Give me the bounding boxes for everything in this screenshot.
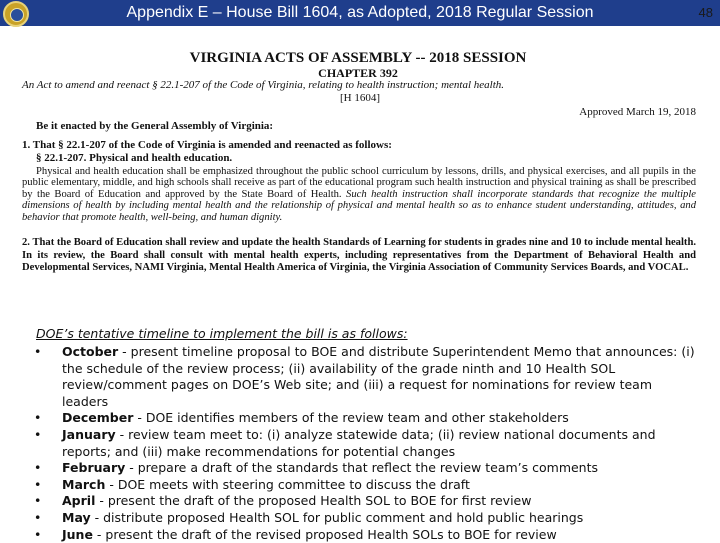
bullet-icon <box>34 460 41 477</box>
list-item <box>36 460 696 477</box>
bullet-icon <box>34 344 41 361</box>
bullet-icon <box>34 410 41 427</box>
slide-title: Appendix E – House Bill 1604, as Adopted, 2018 Regular Session <box>126 4 594 21</box>
list-item <box>36 410 696 427</box>
list-item <box>36 510 696 527</box>
act-section-2: 2. That the Board of Education shall review and update the health Standards of Learning for students in grades nine and 10 to include mental health. In its review, the Board shall consult with mental health experts, including representatives from the Department of Behavioral Health and Developmental Services, NAMI Virginia, Mental Health America of Virginia, the Virginia Association of Community Services Boards, and VOCAL. <box>22 237 696 273</box>
bullet-icon <box>34 527 41 543</box>
act-approved-date: Approved March 19, 2018 <box>579 106 696 118</box>
timeline-month: January <box>62 426 116 442</box>
timeline-month: February <box>62 460 126 476</box>
timeline-text: - present timeline proposal to BOE and distribute Superintendent Memo that announces: (i) the schedule of the review process; (ii) availability of the grade ninth and 10 Health SOL review/comment pages on DOE’s Web site; and (iii) a request for nominations for review team leaders <box>62 344 695 409</box>
page-number: 48 <box>698 5 713 20</box>
timeline-month: May <box>62 509 91 525</box>
bullet-icon <box>34 510 41 527</box>
timeline-text: - present the draft of the revised proposed Health SOLs to BOE for review <box>92 526 557 542</box>
timeline-heading: DOE’s tentative timeline to implement the bill is as follows: <box>36 326 408 341</box>
timeline-text: - present the draft of the proposed Health SOL to BOE for first review <box>95 493 532 509</box>
slide-header <box>0 0 720 26</box>
timeline-text: - distribute proposed Health SOL for public comment and hold public hearings <box>90 509 584 525</box>
act-document-image <box>20 48 700 300</box>
act-intro: An Act to amend and reenact § 22.1-207 of the Code of Virginia, relating to health instruction; mental health. <box>22 79 505 91</box>
list-item <box>36 527 696 543</box>
timeline-list <box>36 344 696 543</box>
list-item <box>36 493 696 510</box>
timeline-month: December <box>62 410 134 426</box>
act-section-1-title: § 22.1-207. Physical and health education. <box>36 152 233 164</box>
list-item <box>36 477 696 494</box>
act-chapter: CHAPTER 392 <box>318 66 398 80</box>
timeline-text: - DOE identifies members of the review team and other stakeholders <box>133 410 569 426</box>
timeline-month: June <box>62 526 93 542</box>
timeline-month: April <box>62 493 96 509</box>
list-item <box>36 344 696 410</box>
bullet-icon <box>34 427 41 444</box>
act-bill-number: [H 1604] <box>340 92 381 104</box>
bullet-icon <box>34 477 41 494</box>
timeline-month: October <box>62 344 119 359</box>
timeline-month: March <box>62 476 106 492</box>
bullet-icon <box>34 493 41 510</box>
act-paragraph-1-amendment: Such health instruction shall incorporate standards that recognize the multiple dimensions of health by including mental health and the relationship of physical and mental health so as to enhance student understanding, attitudes, and behavior that promote health, well-being, and human dignity. <box>22 188 697 223</box>
virginia-seal-icon <box>3 1 29 27</box>
timeline-section <box>36 326 696 543</box>
act-enacting-clause: Be it enacted by the General Assembly of Virginia: <box>36 120 274 132</box>
act-heading: VIRGINIA ACTS OF ASSEMBLY -- 2018 SESSION <box>189 50 527 66</box>
act-paragraph-1 <box>22 166 696 223</box>
timeline-text: - prepare a draft of the standards that reflect the review team’s comments <box>125 460 599 476</box>
list-item <box>36 427 696 460</box>
timeline-text: - DOE meets with steering committee to discuss the draft <box>105 476 470 492</box>
act-section-1: 1. That § 22.1-207 of the Code of Virginia is amended and reenacted as follows: <box>22 139 392 151</box>
act-paragraph-1-text: Physical and health education shall be emphasized throughout the public school curriculum by lessons, drills, and physical exercises, and all pupils in the public elementary, middle, and high schools shall receive as part of the educational program such health instruction and physical training as shall be prescribed by the Board of Education and approved by the State Board of Health. <box>22 166 696 200</box>
timeline-text: - review team meet to: (i) analyze statewide data; (ii) review national documents and reports; and (iii) make recommendations for potential changes <box>62 426 656 459</box>
